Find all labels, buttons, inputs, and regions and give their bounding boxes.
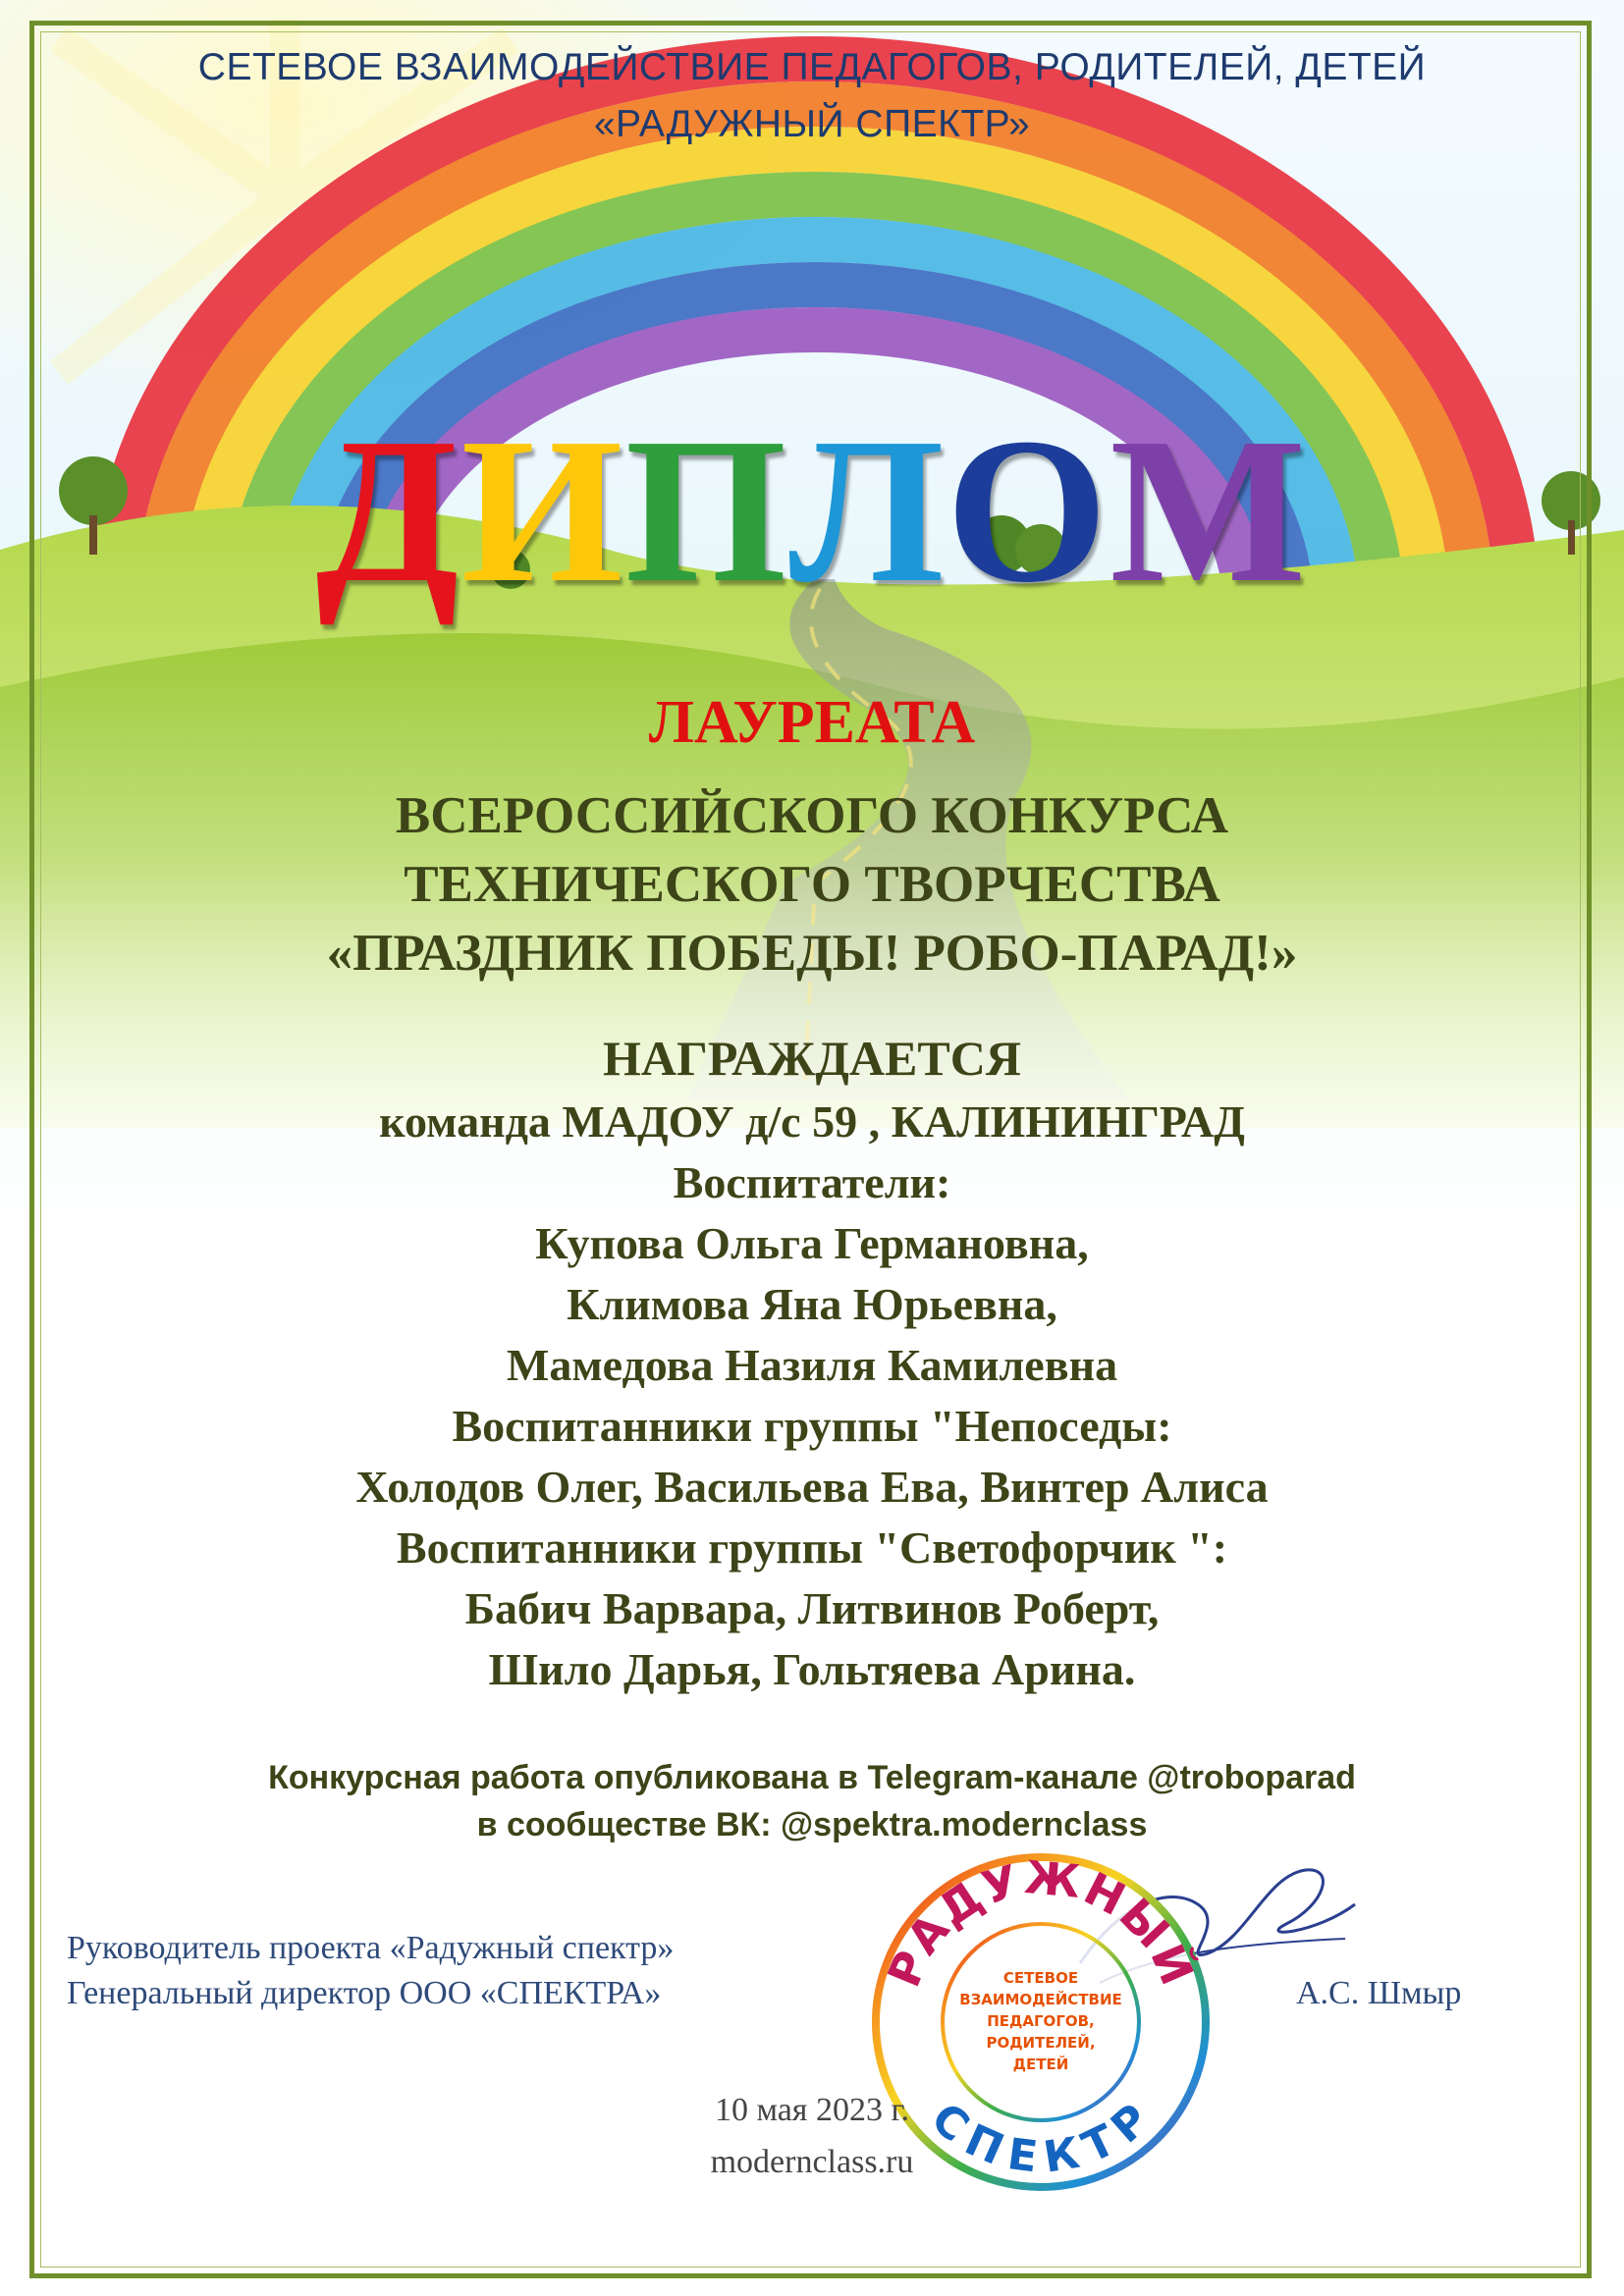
group1-label: Воспитанники группы "Непоседы: [452, 1401, 1172, 1451]
team-name: команда МАДОУ д/с 59 , КАЛИНИНГРАД [379, 1096, 1245, 1147]
title-letter: И [460, 395, 625, 625]
title-letter: М [1110, 395, 1309, 625]
seal-center-line: СЕТЕВОЕ [1002, 1969, 1079, 1987]
signatory-role: Руководитель проекта «Радужный спектр» [67, 1930, 675, 1966]
org-title-line1: СЕТЕВОЕ ВЗАИМОДЕЙСТВИЕ ПЕДАГОГОВ, РОДИТЕЛЕЙ, ДЕТЕЙ [197, 46, 1427, 88]
group2-members: Шило Дарья, Гольтяева Арина. [488, 1644, 1136, 1694]
seal-top-text: РАДУЖНЫЙ [877, 1850, 1205, 1995]
seal-center-line: ПЕДАГОГОВ, [987, 2012, 1095, 2030]
seal-center-line: ДЕТЕЙ [1012, 2056, 1069, 2073]
signatory-roles [67, 1926, 674, 2016]
org-title-line2: «РАДУЖНЫЙ СПЕКТР» [593, 103, 1031, 145]
laureate-label: ЛАУРЕАТА [648, 689, 976, 756]
contest-line2: ТЕХНИЧЕСКОГО ТВОРЧЕСТВА [404, 856, 1220, 913]
contest-line1: ВСЕРОССИЙСКОГО КОНКУРСА [395, 787, 1229, 844]
educator-name: Купова Ольга Германовна, [535, 1218, 1089, 1268]
group1-members: Холодов Олег, Васильева Ева, Винтер Алиса [355, 1462, 1269, 1512]
awarded-label: НАГРАЖДАЕТСЯ [603, 1031, 1021, 1086]
diploma-date: 10 мая 2023 г. [714, 2092, 910, 2128]
website-link[interactable]: modernclass.ru [710, 2144, 914, 2180]
publication-line2: в сообществе ВК: @spektra.modernclass [476, 1806, 1148, 1843]
educator-name: Мамедова Назиля Камилевна [506, 1340, 1118, 1390]
title-letter: Д [315, 395, 461, 625]
contest-line3: «ПРАЗДНИК ПОБЕДЫ! РОБО-ПАРАД!» [326, 925, 1298, 982]
seal-center-line: ВЗАИМОДЕЙСТВИЕ [959, 1991, 1122, 2008]
seal-bottom-text: СПЕКТР [921, 2093, 1161, 2183]
title-letter: П [624, 395, 789, 625]
signatory-role: Генеральный директор ООО «СПЕКТРА» [67, 1975, 662, 2011]
signatory-name: А.С. Шмыр [1296, 1975, 1462, 2011]
group2-label: Воспитанники группы "Светофорчик ": [396, 1522, 1228, 1573]
title-letter: Л [788, 395, 947, 625]
educator-name: Климова Яна Юрьевна, [567, 1279, 1057, 1329]
diploma-title [0, 388, 1624, 633]
publication-line1: Конкурсная работа опубликована в Telegram-канале @troboparad [268, 1759, 1356, 1796]
group2-members: Бабич Варвара, Литвинов Роберт, [464, 1583, 1160, 1633]
seal-center-line: РОДИТЕЛЕЙ, [986, 2034, 1096, 2052]
title-letter: О [946, 395, 1110, 625]
educators-label: Воспитатели: [673, 1157, 951, 1207]
